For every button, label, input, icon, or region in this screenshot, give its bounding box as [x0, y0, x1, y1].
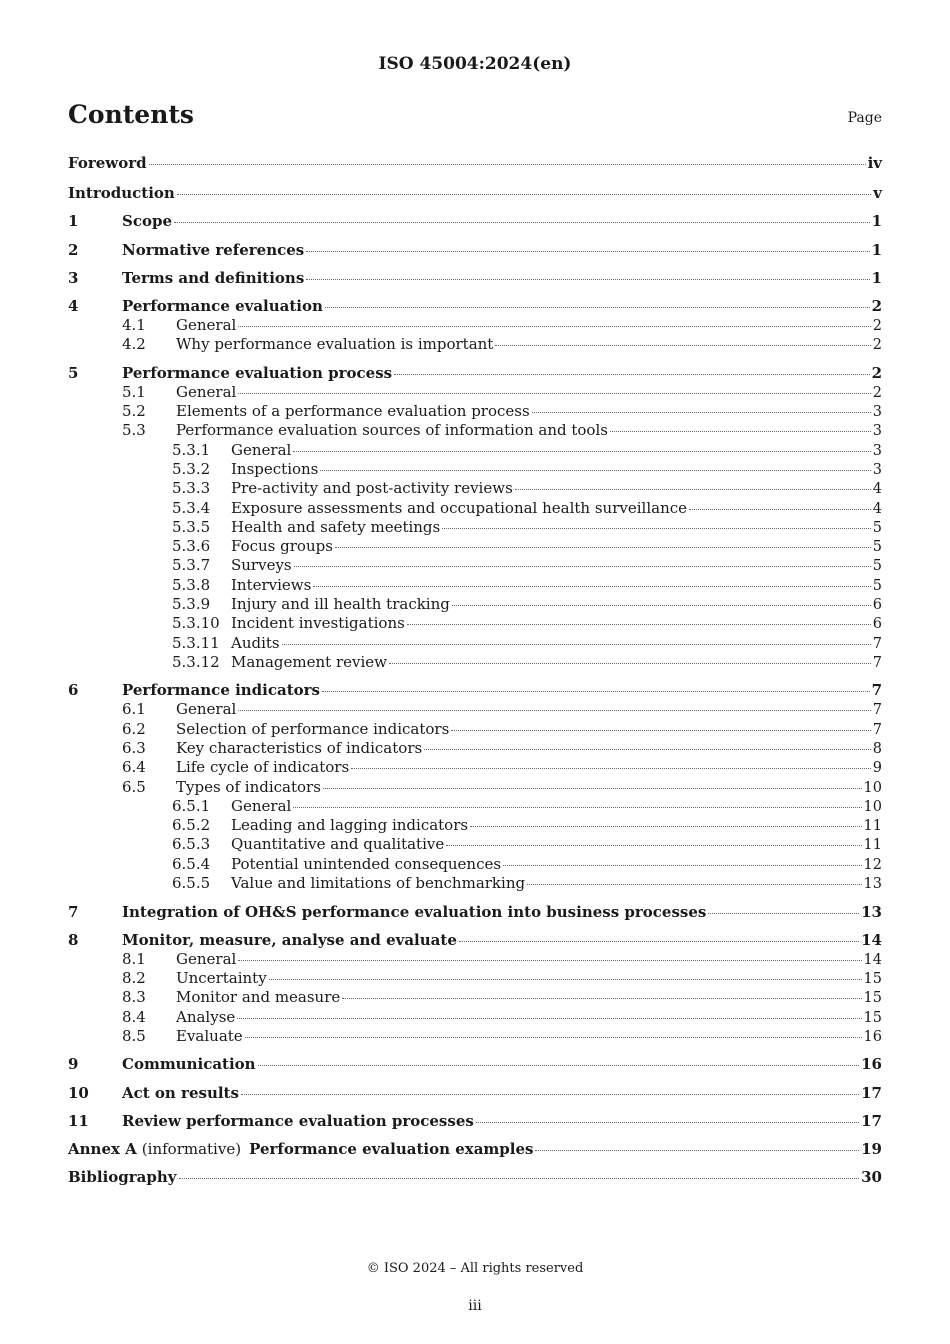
toc-entry-title: Evaluate	[176, 1026, 243, 1045]
toc-entry-title: Performance evaluation sources of information and tools	[176, 421, 608, 440]
toc-entry-title: Terms and definitions	[122, 268, 305, 287]
toc-dot-leader	[179, 1178, 860, 1179]
toc-dot-leader	[610, 431, 871, 432]
toc-entry-title: General	[231, 796, 292, 815]
toc-entry-page: 1	[871, 268, 882, 287]
toc-entry-title: Monitor, measure, analyse and evaluate	[122, 930, 457, 949]
toc-dot-leader	[424, 749, 871, 750]
toc-entry-page: 15	[863, 971, 882, 987]
toc-entry[interactable]	[68, 816, 882, 835]
toc-entry[interactable]	[68, 316, 882, 335]
toc-entry-number: 5.3.5	[172, 517, 211, 536]
toc-entry-page: 4	[872, 500, 882, 517]
toc-entry-number: 4.2	[122, 335, 146, 354]
toc-entry-number: 4	[68, 296, 79, 315]
toc-entry[interactable]	[68, 739, 882, 758]
toc-dot-leader	[306, 279, 869, 280]
toc-entry-page: 7	[872, 654, 882, 671]
toc-dot-leader	[282, 644, 871, 645]
toc-entry-number: 5.3.1	[172, 440, 211, 459]
toc-entry-page: 3	[872, 404, 882, 421]
toc-entry-title: Pre-activity and post-activity reviews	[231, 479, 513, 498]
toc-entry-title: General	[176, 700, 237, 719]
toc-entry-title: Normative references	[122, 240, 305, 259]
toc-entry-title: Integration of OH&S performance evaluation into business processes	[122, 902, 707, 921]
toc-entry-number: 5.2	[122, 402, 146, 421]
toc-entry-page: 6	[872, 616, 882, 633]
toc-entry-title: Audits	[231, 633, 280, 652]
toc-dot-leader	[451, 730, 870, 731]
toc-entry-page: 17	[861, 1111, 882, 1130]
toc-entry-page: iv	[867, 154, 882, 172]
toc-entry-number: 7	[68, 902, 79, 921]
toc-entry-title: Uncertainty	[176, 969, 267, 987]
toc-dot-leader	[342, 998, 861, 999]
toc-dot-leader	[320, 470, 870, 471]
toc-entry[interactable]	[68, 969, 882, 988]
toc-entry-number: 8.5	[122, 1026, 146, 1045]
toc-entry-page: 1	[871, 240, 882, 259]
toc-entry[interactable]	[68, 1131, 882, 1159]
toc-entry-page: 2	[871, 296, 882, 315]
toc-entry[interactable]	[68, 988, 882, 1007]
toc-entry-title: General	[231, 440, 292, 459]
toc-dot-leader	[293, 451, 870, 452]
toc-dot-leader	[452, 605, 871, 606]
toc-entry[interactable]	[68, 383, 882, 402]
toc-entry[interactable]	[68, 835, 882, 854]
toc-entry-number: 5.3.10	[172, 614, 220, 633]
toc-entry-page: 2	[871, 363, 882, 382]
toc-dot-leader	[238, 710, 870, 711]
toc-entry-page: 7	[872, 635, 882, 652]
toc-entry[interactable]	[68, 700, 882, 719]
toc-dot-leader	[293, 807, 861, 808]
toc-dot-leader	[459, 941, 859, 942]
toc-entry-title: Selection of performance indicators	[176, 719, 450, 738]
toc-entry-page: 16	[861, 1055, 882, 1074]
toc-entry[interactable]	[68, 855, 882, 874]
toc-entry[interactable]	[68, 499, 882, 518]
toc-entry-page: 11	[863, 837, 882, 854]
toc-entry-title: Performance indicators	[122, 681, 321, 700]
toc-entry-page: 19	[861, 1139, 882, 1158]
toc-dot-leader	[407, 624, 871, 625]
toc-dot-leader	[476, 1122, 859, 1123]
toc-entry-page: 30	[861, 1168, 882, 1187]
toc-entry[interactable]	[68, 518, 882, 537]
toc-entry[interactable]	[68, 421, 882, 440]
toc-dot-leader	[335, 547, 871, 548]
toc-entry[interactable]	[68, 950, 882, 969]
toc-entry[interactable]	[68, 1074, 882, 1102]
toc-entry-page: 14	[863, 951, 882, 968]
table-of-contents	[68, 152, 882, 1187]
toc-entry[interactable]	[68, 402, 882, 421]
toc-entry[interactable]	[68, 335, 882, 354]
toc-dot-leader	[313, 586, 870, 587]
toc-entry[interactable]	[68, 720, 882, 739]
toc-entry-page: 2	[872, 384, 882, 401]
toc-entry-number: 6.5.2	[172, 816, 211, 835]
toc-entry-number: 5.1	[122, 382, 146, 401]
toc-entry-page: 11	[863, 818, 882, 835]
toc-entry[interactable]	[68, 1103, 882, 1131]
toc-entry[interactable]	[68, 260, 882, 288]
toc-entry[interactable]	[68, 288, 882, 316]
toc-dot-leader	[325, 307, 870, 308]
copyright-notice: © ISO 2024 – All rights reserved	[366, 1261, 584, 1276]
toc-entry[interactable]	[68, 1027, 882, 1046]
toc-entry-page: 9	[872, 760, 882, 777]
toc-entry-title: General	[176, 949, 237, 968]
toc-entry-page: 14	[861, 930, 882, 949]
toc-entry-number: 1	[68, 212, 79, 231]
toc-entry-number: 5	[68, 363, 79, 382]
toc-entry-number: 10	[68, 1083, 89, 1102]
toc-entry-page: 12	[863, 856, 882, 873]
toc-entry-page: 3	[872, 461, 882, 478]
toc-entry-number: 2	[68, 240, 79, 259]
toc-entry-number: 5.3.7	[172, 556, 211, 575]
contents-title: Contents	[68, 100, 195, 129]
toc-entry-number: 3	[68, 268, 79, 287]
toc-entry-title: Types of indicators	[176, 777, 321, 796]
toc-entry-page: 3	[872, 442, 882, 459]
toc-entry[interactable]	[68, 893, 882, 921]
toc-dot-leader	[389, 663, 871, 664]
toc-dot-leader	[238, 960, 861, 961]
toc-entry-title: Leading and lagging indicators	[231, 816, 469, 835]
toc-entry-number: 5.3	[122, 421, 146, 440]
toc-entry-number: 5.3.11	[172, 633, 220, 652]
toc-entry[interactable]	[68, 1046, 882, 1074]
toc-dot-leader	[394, 374, 869, 375]
toc-dot-leader	[241, 1094, 859, 1095]
toc-entry-page: 5	[872, 539, 882, 556]
toc-entry[interactable]	[68, 1008, 882, 1027]
toc-entry[interactable]	[68, 778, 882, 797]
toc-entry-page: 15	[863, 1009, 882, 1026]
toc-entry-title: General	[176, 382, 237, 401]
toc-dot-leader	[322, 691, 870, 692]
toc-entry-page: 7	[872, 721, 882, 738]
toc-entry-title: Health and safety meetings	[231, 517, 441, 536]
toc-entry-title: Exposure assessments and occupational health surveillance	[231, 498, 688, 517]
toc-dot-leader	[495, 345, 870, 346]
toc-entry-title: Interviews	[231, 575, 312, 594]
toc-dot-leader	[269, 979, 862, 980]
page-column-label: Page	[847, 110, 882, 126]
toc-entry[interactable]	[68, 355, 882, 383]
toc-entry-title: Inspections	[231, 459, 319, 478]
toc-entry-title: Analyse	[176, 1007, 236, 1026]
toc-dot-leader	[245, 1037, 862, 1038]
toc-dot-leader	[708, 913, 859, 914]
toc-entry-title: General	[176, 315, 237, 334]
toc-entry-title: Value and limitations of benchmarking	[231, 874, 526, 893]
toc-entry[interactable]	[68, 797, 882, 816]
toc-entry-number: 4.1	[122, 315, 146, 334]
toc-entry-page: 7	[871, 681, 882, 700]
toc-entry-number: 5.3.3	[172, 479, 211, 498]
toc-entry-page: 5	[872, 558, 882, 575]
toc-entry-number: 6.4	[122, 758, 146, 777]
toc-entry-page: 7	[872, 702, 882, 719]
toc-entry[interactable]	[68, 441, 882, 460]
toc-entry-page: 4	[872, 481, 882, 498]
toc-entry-number: 5.3.8	[172, 575, 211, 594]
toc-dot-leader	[174, 222, 870, 223]
toc-entry-number: 5.3.4	[172, 498, 211, 517]
toc-entry-number: 6	[68, 681, 79, 700]
toc-entry-title: Incident investigations	[231, 614, 405, 633]
toc-dot-leader	[532, 412, 871, 413]
toc-entry-title: Annex A	[68, 1139, 137, 1158]
toc-entry-number: 8.4	[122, 1007, 146, 1026]
toc-entry-number: 8.3	[122, 988, 146, 1007]
toc-dot-leader	[294, 566, 871, 567]
toc-dot-leader	[258, 1065, 860, 1066]
toc-dot-leader	[238, 393, 870, 394]
toc-entry-number: 8.2	[122, 969, 146, 987]
toc-entry-page: 10	[863, 779, 882, 796]
toc-entry-page: 1	[871, 212, 882, 231]
toc-entry-number: 6.5	[122, 777, 146, 796]
toc-dot-leader	[442, 528, 871, 529]
toc-entry-page: 3	[872, 423, 882, 440]
toc-dot-leader	[306, 251, 869, 252]
toc-entry-title: Monitor and measure	[176, 988, 341, 1007]
toc-entry[interactable]	[68, 479, 882, 498]
toc-dot-leader	[149, 164, 866, 165]
toc-entry-page: 13	[861, 902, 882, 921]
toc-entry-page: v	[873, 184, 882, 203]
toc-entry[interactable]	[68, 595, 882, 614]
toc-entry-annex-title: Performance evaluation examples	[249, 1139, 534, 1158]
toc-entry-title: Focus groups	[231, 537, 333, 556]
toc-entry[interactable]	[68, 874, 882, 893]
toc-entry-title: Injury and ill health tracking	[231, 594, 450, 613]
toc-entry[interactable]	[68, 537, 882, 556]
toc-entry[interactable]	[68, 203, 882, 231]
toc-entry[interactable]	[68, 556, 882, 575]
toc-entry-title: Act on results	[122, 1083, 239, 1102]
toc-entry[interactable]	[68, 634, 882, 653]
toc-entry-number: 9	[68, 1055, 79, 1074]
toc-entry[interactable]	[68, 152, 882, 175]
toc-entry-page: 5	[872, 519, 882, 536]
toc-entry-title: Quantitative and qualitative	[231, 835, 445, 854]
toc-entry[interactable]	[68, 758, 882, 777]
toc-entry-title: Communication	[122, 1055, 256, 1074]
toc-dot-leader	[177, 194, 871, 195]
toc-entry[interactable]	[68, 922, 882, 950]
toc-entry-title: Foreword	[68, 154, 147, 172]
toc-entry-page: 17	[861, 1083, 882, 1102]
toc-entry-title: Potential unintended consequences	[231, 854, 502, 873]
toc-entry-page: 10	[863, 798, 882, 815]
toc-entry[interactable]	[68, 672, 882, 700]
toc-entry-number: 6.5.1	[172, 796, 211, 815]
toc-entry[interactable]	[68, 231, 882, 259]
toc-entry-number: 6.5.4	[172, 854, 211, 873]
toc-entry[interactable]	[68, 175, 882, 203]
toc-entry-number: 6.1	[122, 700, 146, 719]
toc-entry-title: Review performance evaluation processes	[122, 1111, 474, 1130]
toc-entry-title: Elements of a performance evaluation process	[176, 402, 530, 421]
toc-entry-title: Life cycle of indicators	[176, 758, 350, 777]
toc-entry-title: Key characteristics of indicators	[176, 738, 423, 757]
toc-entry-title: Bibliography	[68, 1168, 177, 1187]
toc-dot-leader	[237, 1018, 861, 1019]
toc-dot-leader	[323, 788, 862, 789]
toc-entry-number: 8	[68, 930, 79, 949]
toc-entry-title: Scope	[122, 212, 173, 231]
toc-entry-page: 2	[872, 317, 882, 334]
toc-entry-page: 5	[872, 577, 882, 594]
toc-dot-leader	[446, 845, 861, 846]
toc-entry-number: 5.3.2	[172, 459, 211, 478]
toc-dot-leader	[351, 768, 871, 769]
toc-entry-number: 11	[68, 1111, 89, 1130]
toc-dot-leader	[238, 326, 870, 327]
toc-dot-leader	[535, 1150, 859, 1151]
toc-entry-number: 6.3	[122, 738, 146, 757]
toc-entry-annex-type: (informative)	[141, 1139, 242, 1158]
toc-entry[interactable]	[68, 653, 882, 672]
toc-entry-number: 5.3.6	[172, 537, 211, 556]
page-number: iii	[468, 1298, 482, 1314]
toc-entry-number: 5.3.9	[172, 594, 211, 613]
toc-entry[interactable]	[68, 1159, 882, 1187]
toc-entry-title: Why performance evaluation is important	[176, 335, 494, 354]
toc-entry-title: Performance evaluation	[122, 296, 323, 315]
toc-entry-title: Management review	[231, 652, 387, 671]
toc-entry[interactable]	[68, 614, 882, 633]
toc-dot-leader	[527, 884, 861, 885]
toc-entry-title: Surveys	[231, 556, 292, 575]
toc-entry-page: 2	[872, 337, 882, 354]
toc-dot-leader	[689, 509, 871, 510]
toc-entry[interactable]	[68, 576, 882, 595]
toc-entry-page: 13	[863, 876, 882, 893]
toc-dot-leader	[503, 865, 861, 866]
toc-entry-number: 8.1	[122, 949, 146, 968]
toc-entry-number: 6.5.3	[172, 835, 211, 854]
toc-dot-leader	[515, 489, 871, 490]
toc-entry-title: Performance evaluation process	[122, 363, 393, 382]
toc-dot-leader	[470, 826, 861, 827]
toc-entry-page: 6	[872, 596, 882, 613]
toc-entry-title: Introduction	[68, 184, 175, 203]
toc-entry[interactable]	[68, 460, 882, 479]
toc-entry-page: 15	[863, 990, 882, 1007]
toc-entry-page: 16	[863, 1028, 882, 1045]
document-id-header: ISO 45004:2024(en)	[378, 54, 572, 74]
toc-entry-number: 6.5.5	[172, 874, 211, 893]
toc-entry-number: 5.3.12	[172, 652, 220, 671]
toc-entry-page: 8	[872, 740, 882, 757]
toc-entry-number: 6.2	[122, 719, 146, 738]
